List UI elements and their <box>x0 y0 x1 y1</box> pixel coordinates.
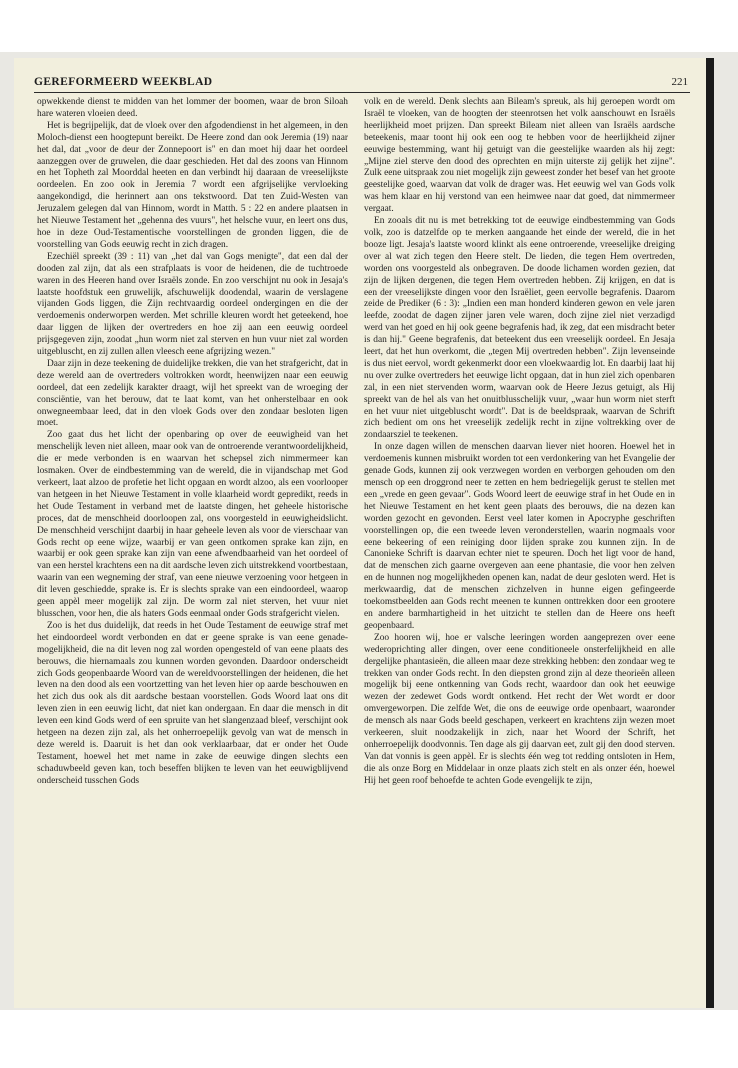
page-number: 221 <box>671 76 688 88</box>
paragraph: In onze dagen willen de menschen daarvan liever niet hooren. Hoewel het in verdoemenis kunnen misbruikt worden tot een verdonkering van het Evangelie der genade Gods, kunnen zij ook verzwegen worden en verborgen gehouden om den mensch op een droggrond neer te zetten en hem bedriegelijk gerust te stellen met een „vrede en geen gevaar". Gods Woord leert de eeuwige straf in het Oude en in het Nieuwe Testament en het kent geen plaats des berouws, die na dezen kan worden gezocht en gevonden. Eerst veel later komen in Apocryphe geschriften voorstellingen op, die een tweede leven veronderstellen, waarin nogmaals voor eene bekeering of een reiniging door lijden sprake zou kunnen zijn. In de Canonieke Schrift is daarvan echter niet te speuren. Doch het ligt voor de hand, dat de menschen zich gaarne overgeven aan eene phantasie, die voor hen zelven en de hunnen nog mogelijkheden openen kan, nadat de deur gesloten werd. Het is merkwaardig, dat de menschen zichzelven in hunne eigen gefingeerde toekomstbeelden aan Gods recht meenen te kunnen onttrekken door een grootere en andere barmhartigheid in het uitzicht te stellen dan de Heere ons heeft geopenbaard. <box>364 442 675 631</box>
paragraph: opwekkende dienst te midden van het lommer der boomen, waar de bron Siloah hare wateren vloeien deed. <box>37 97 348 119</box>
paragraph: Daar zijn in deze teekening de duidelijke trekken, die van het strafgericht, dat in deze wereld aan de overtreders voltrokken wordt, heenwijzen naar een eeuwig oordeel, dat een zedelijk karakter draagt, wijl het spreekt van de wroeging der consciëntie, van het berouw, dat te laat komt, van het onherstelbaar en ook onwegneembaar leed, dat in den vloek Gods over den zondaar besloten ligen moet. <box>37 358 348 429</box>
page-header <box>34 74 690 93</box>
paragraph: volk en de wereld. Denk slechts aan Bileam's spreuk, als hij geroepen wordt om Israël te vloeken, van de hoogten der steenrotsen het volk aanschouwt en Israëls heerlijkheid moet prijzen. Dan spreekt Bileam niet alleen van Israëls aardsche beteekenis, maar toont hij ook een oog te hebben voor de heerlijkheid zijner eeuwige bestemming, want hij getuigt van die geestelijke waarden als hij zegt: „Mijne ziel sterve den dood des oprechten en mijn uiterste zij gelijk het zijne". Zulk eene uitspraak zou niet mogelijk zijn geweest zonder het besef van het groote geestelijke goed, waarvan dat volk de drager was. Het eeuwig wel van Gods volk was hem klaar en hij verstond van een heimwee naar dat goed, dat nimmermeer vergaat. <box>364 97 675 215</box>
right-column <box>364 97 675 997</box>
paragraph: Het is begrijpelijk, dat de vloek over den afgodendienst in het algemeen, in den Moloch-dienst een hoogtepunt bereikt. De Heere zond dan ook Jeremia (19) naar het dal, dat „voor de deur der Zonnepoort is" en dan moet hij daar het oordeel aanzeggen over de gruwelen, die daar geschieden. Het dal des zoons van Hinnom en het Topheth zal Moorddal heeten en dan verbindt hij daaraan de vreeselijkste oordeelen. En zoo ook in Jeremia 7 wordt een afgrijselijke vervloeking aangekondigd, die herinnert aan ons tekstwoord. Dat ten Zuid-Westen van Jeruzalem gelegen dal van Hinnom, wordt in Matth. 5 : 22 en andere plaatsen in het Nieuwe Testament het „gehenna des vuurs", het helsche vuur, en leert ons dus, hoe in deze Oud-Testamentische voorstellingen de gronden liggen, die de voorstelling van Gods eeuwig recht in zich dragen. <box>37 120 348 250</box>
paragraph: Zoo gaat dus het licht der openbaring op over de eeuwigheid van het menschelijk leven niet alleen, maar ook van de ontroerende verantwoordelijkheid, die er mede verbonden is en waarvan het schepsel zich nimmermeer kan losmaken. Over de eindbestemming van de wereld, die in vijandschap met God verkeert, laat alzoo de profetie het licht opgaan en wordt alzoo, als een voorlooper van hetgeen in het Nieuwe Testament in volle klaarheid wordt gepredikt, reeds in het Oude Testament in verband met de laatste dingen, het geheele historische proces, dat de menschheid doorloopen zal, ons voorgesteld in eeuwigheidslicht. De menschheid verschijnt daarbij in haar geheele leven als voor de vierschaar van Gods recht op eene wijze, waarbij er van geen ontkomen sprake kan zijn, en waarbij er ook geen sprake kan zijn van eene afwendbaarheid van het oordeel of van een herstel krachtens een na dit aardsche leven zich uitstrekkend voortbestaan, waarin van een wegneming der straf, van eene nieuwe verzoening voor hetgeen in dit leven geschiedde, sprake is. Er is slechts sprake van een eindoordeel, waarop geen appèl meer mogelijk zal zijn. De worm zal niet sterven, het vuur niet blusschen, voor hen, die als haters Gods eenmaal onder Gods strafgericht vielen. <box>37 430 348 619</box>
publication-title: GEREFORMEERD WEEKBLAD <box>34 76 213 88</box>
left-column <box>37 97 348 997</box>
paragraph: Zoo is het dus duidelijk, dat reeds in het Oude Testament de eeuwige straf met het eindoordeel wordt verbonden en dat er geene sprake is van eene genade-mogelijkheid, die na dit leven nog zal worden opengesteld of van eene plaats des berouws, die hiernamaals zou kunnen worden gevonden. Daardoor onderscheidt zich Gods geopenbaarde Woord van de wereldvoorstellingen der heidenen, die het leven na den dood als een voortzetting van het leven hier op aarde beschouwen en het zich dus ook als dit aardsche bestaan voorstellen. Gods Woord laat ons dit leven zien in een eeuwig licht, dat niet kan ondergaan. En daar die mensch in dit leven een kind Gods werd of een spruite van het slangenzaad bleef, verschijnt ook hetgeen na dezen zijn zal, als het onherroepelijk gevolg van wat de mensch in deze wereld is. Daaruit is het dan ook verklaarbaar, dat er onder het Oude Testament, hoewel het met name in zake de eeuwige dingen slechts een schaduwbeeld geven kan, toch beseffen blijken te leven van het eeuwigblijvend onderscheid tusschen Gods <box>37 620 348 786</box>
paragraph: En zooals dit nu is met betrekking tot de eeuwige eindbestemming van Gods volk, zoo is datzelfde op te merken aangaande het einde der wereld, die in het booze ligt. Jesaja's laatste woord klinkt als eene ontroerende, vreeselijke dreiging over al wat zich tegen den Heere stelt. De lieden, die tegen Hem overtreden, worden ons voorgesteld als onbegraven. De doode lichamen worden gezien, dat zijn de lijken dergenen, die tegen Hem overtreden hebben. Zij krijgen, en dat is een der vreeselijkste dingen voor den Israëliet, geen eervolle begrafenis. Daarom zeide de Prediker (6 : 3): „Indien een man honderd kinderen gewon en vele jaren leefde, zoodat de dagen zijner jaren vele waren, doch zijne ziel niet verzadigd werd van het goed en hij ook geene begrafenis had, ik zeg, dat een misdracht beter is dan hij." Geene begrafenis, dat beteekent dus een vreeselijk oordeel. En Jesaja leert, dat het hun overkomt, die „tegen Mij overtreden hebben". Zijn levenseinde is dus niet eervol, wordt gekenmerkt door een vloekwaardig lot. En daarbij laat hij nu over zulke overtreders het eeuwige licht opgaan, dat in hun ziel zich openbaren zal, in een niet stervenden worm, waarvan ook de Heere Jezus getuigt, als Hij spreekt van de hel als van het onuitblusschelijk vuur, „waar hun worm niet sterft en het vuur niet uitgebluscht wordt". Dat is de beeldspraak, waarvan de Schrift zich bedient om ons het vreeselijk zedelijk recht in zijne voltrekking over de zondaarsziel te teekenen. <box>364 216 675 441</box>
paragraph: Ezechiël spreekt (39 : 11) van „het dal van Gogs menigte", dat een dal der dooden zal zijn, dat als een strafplaats is voor de heidenen, die de tuchtroede waren in des Heeren hand over Israëls zonde. En zoo verschijnt nu ook in Jesaja's laatste hoofdstuk een gruwelijk, afschuwelijk doodendal, waarin de verslagene vijanden Gods liggen, die Zijn rechtvaardig oordeel ondergingen en die der verdoemenis onderworpen werden. Met schrille kleuren wordt het geteekend, hoe daar liggen de lijken der overtreders en hoe zij aan een eeuwig oordeel prijsgegeven zijn, zoodat „hun worm niet zal sterven en hun vuur niet zal worden uitgebluscht, en zij zullen allen vleesch eene afgrijzing wezen." <box>37 251 348 358</box>
paragraph: Zoo hooren wij, hoe er valsche leeringen worden aangeprezen over eene wederoprichting aller dingen, over eene conditioneele onsterfelijkheid en alle dergelijke phantasieën, die alleen maar deze strekking hebben: den zondaar weg te trekken van onder Gods recht. In den diepsten grond zijn al deze theorieën alleen mogelijk bij eene ontkenning van Gods recht, waardoor dan ook het eeuwige wezen der zedewet Gods wordt ontkend. Het recht der Wet wordt er door omvergeworpen. Die zelfde Wet, die ons de eeuwige orde openbaart, waaronder de mensch als naar Gods beeld geschapen, verkeert en krachtens zijn wezen moet verkeeren, sluit noodzakelijk in zich, naar het Woord der Schrift, het onherroepelijk doodvonnis. Ten dage als gij daarvan eet, zult gij den dood sterven. Van dat vonnis is geen appèl. Er is slechts één weg tot redding ontsloten in Hem, die als onze Borg en Middelaar in onze plaats zich stelt en als onzer één, hoewel Hij het geen roof behoefde te achten Gode evengelijk te zijn, <box>364 632 675 786</box>
